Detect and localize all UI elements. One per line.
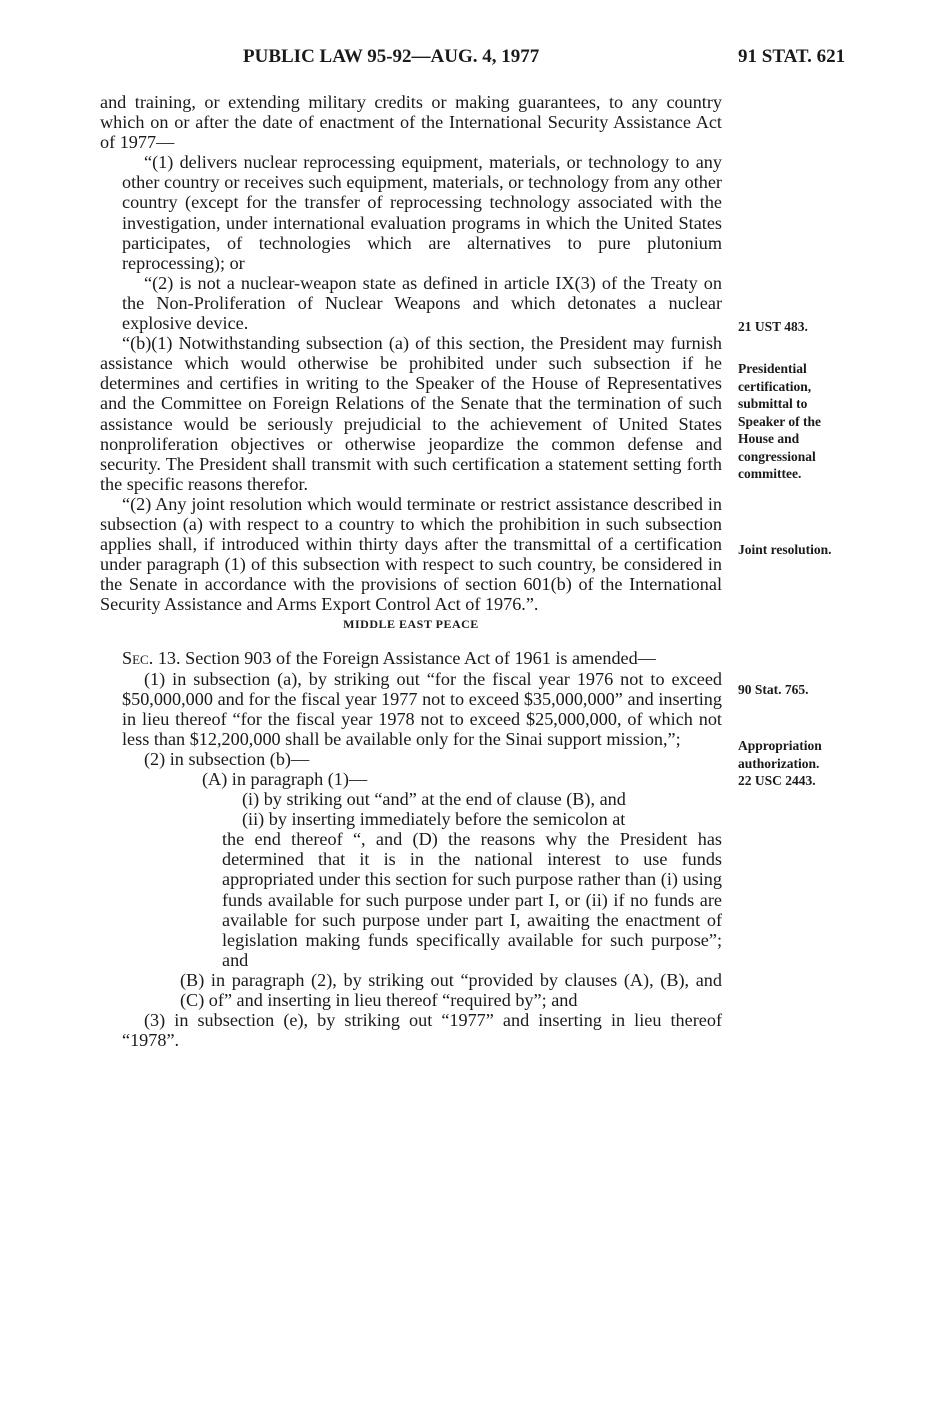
paragraph-subsection-b2: “(2) Any joint resolution which would terminate or restrict assistance described in subsection (a) with respect to a country to which the prohibition in such subsection applies shall, if introduced within thirty days after the transmittal of a certification under paragraph (1) of this subsection with respect to such country, be considered in the Senate in accordance with the provisions of section 601(b) of the International Security Assistance and Arms Export Control Act of 1976.”. [100,493,722,615]
paragraph-intro: and training, or extending military credits or making guarantees, to any country which on or after the date of enactment of the International Security Assistance Act of 1977— [100,92,722,153]
paragraph-sec-13 [100,648,722,668]
margin-note-joint-resolution: Joint resolution. [738,542,832,557]
section-text: 13. Section 903 of the Foreign Assistance Act of 1961 is amended— [157,648,656,669]
section-label: Sec. [122,648,154,669]
running-header-title: PUBLIC LAW 95-92—AUG. 4, 1977 [243,46,540,67]
margin-note-treaty: 21 UST 483. [738,319,808,334]
paragraph-item-2a: (A) in paragraph (1)— [202,769,368,789]
paragraph-subsection-b1: “(b)(1) Notwithstanding subsection (a) of this section, the President may furnish assistance which would otherwise be prohibited under such subsection if he determines and certifies in writing to the Speaker of the House of Representatives and the Committee on Foreign Relations of the Senate that the termination of such assistance would be seriously prejudicial to the achievement of United States nonproliferation objectives or otherwise jeopardize the common defense and security. The President shall transmit with such certification a statement setting forth the specific reasons therefor. [100,333,722,494]
paragraph-item-2a-i: (i) by striking out “and” at the end of clause (B), and [242,789,626,810]
paragraph-item-3: (3) in subsection (e), by striking out “1977” and inserting in lieu thereof “1978”. [122,1010,722,1051]
paragraph-item-2b: (B) in paragraph (2), by striking out “provided by clauses (A), (B), and (C) of” and inserting in lieu thereof “required by”; and [180,969,722,1011]
margin-note-usc: 22 USC 2443. [738,773,816,788]
paragraph-clause-2: “(2) is not a nuclear-weapon state as defined in article IX(3) of the Treaty on the Non-Proliferation of Nuclear Weapons and which detonates a nuclear explosive device. [122,272,722,334]
margin-note-certification: Presidential certification, submittal to Speaker of the House and congressional committee. [738,361,821,481]
statute-page-number: 91 STAT. 621 [738,46,846,67]
paragraph-item-2a-ii: (ii) by inserting immediately before the semicolon at [242,809,626,830]
paragraph-item-2: (2) in subsection (b)— [144,748,310,769]
paragraph-clause-1: “(1) delivers nuclear reprocessing equipment, materials, or technology to any other country or receives such equipment, materials, or technology from any other country (except for the transfer of reprocessing technology associated with the investigation, under international evaluation programs in which the United States participates, of technologies which are alternatives to pure plutonium reprocessing); or [122,152,722,273]
paragraph-item-1: (1) in subsection (a), by striking out “for the fiscal year 1976 not to exceed $50,000,000 and for the fiscal year 1977 not to exceed $35,000,000” and inserting in lieu thereof “for the fiscal year 1978 not to exceed $25,000,000, of which not less than $12,200,000 shall be available only for the Sinai support mission,”; [122,668,722,749]
paragraph-item-2a-ii-cont: the end thereof “, and (D) the reasons why the President has determined that it is in the national interest to use funds appropriated under this section for such purpose rather than (i) using funds available for such purpose under part I, or (ii) if no funds are available for such purpose under part I, awaiting the enactment of legislation making funds specifically available for such purpose”; and [222,829,722,970]
main-text [100,92,722,1050]
margin-note-appropriation: Appropriation authorization. [738,738,822,771]
margin-note-statute: 90 Stat. 765. [738,682,809,697]
section-heading: MIDDLE EAST PEACE [343,617,479,632]
